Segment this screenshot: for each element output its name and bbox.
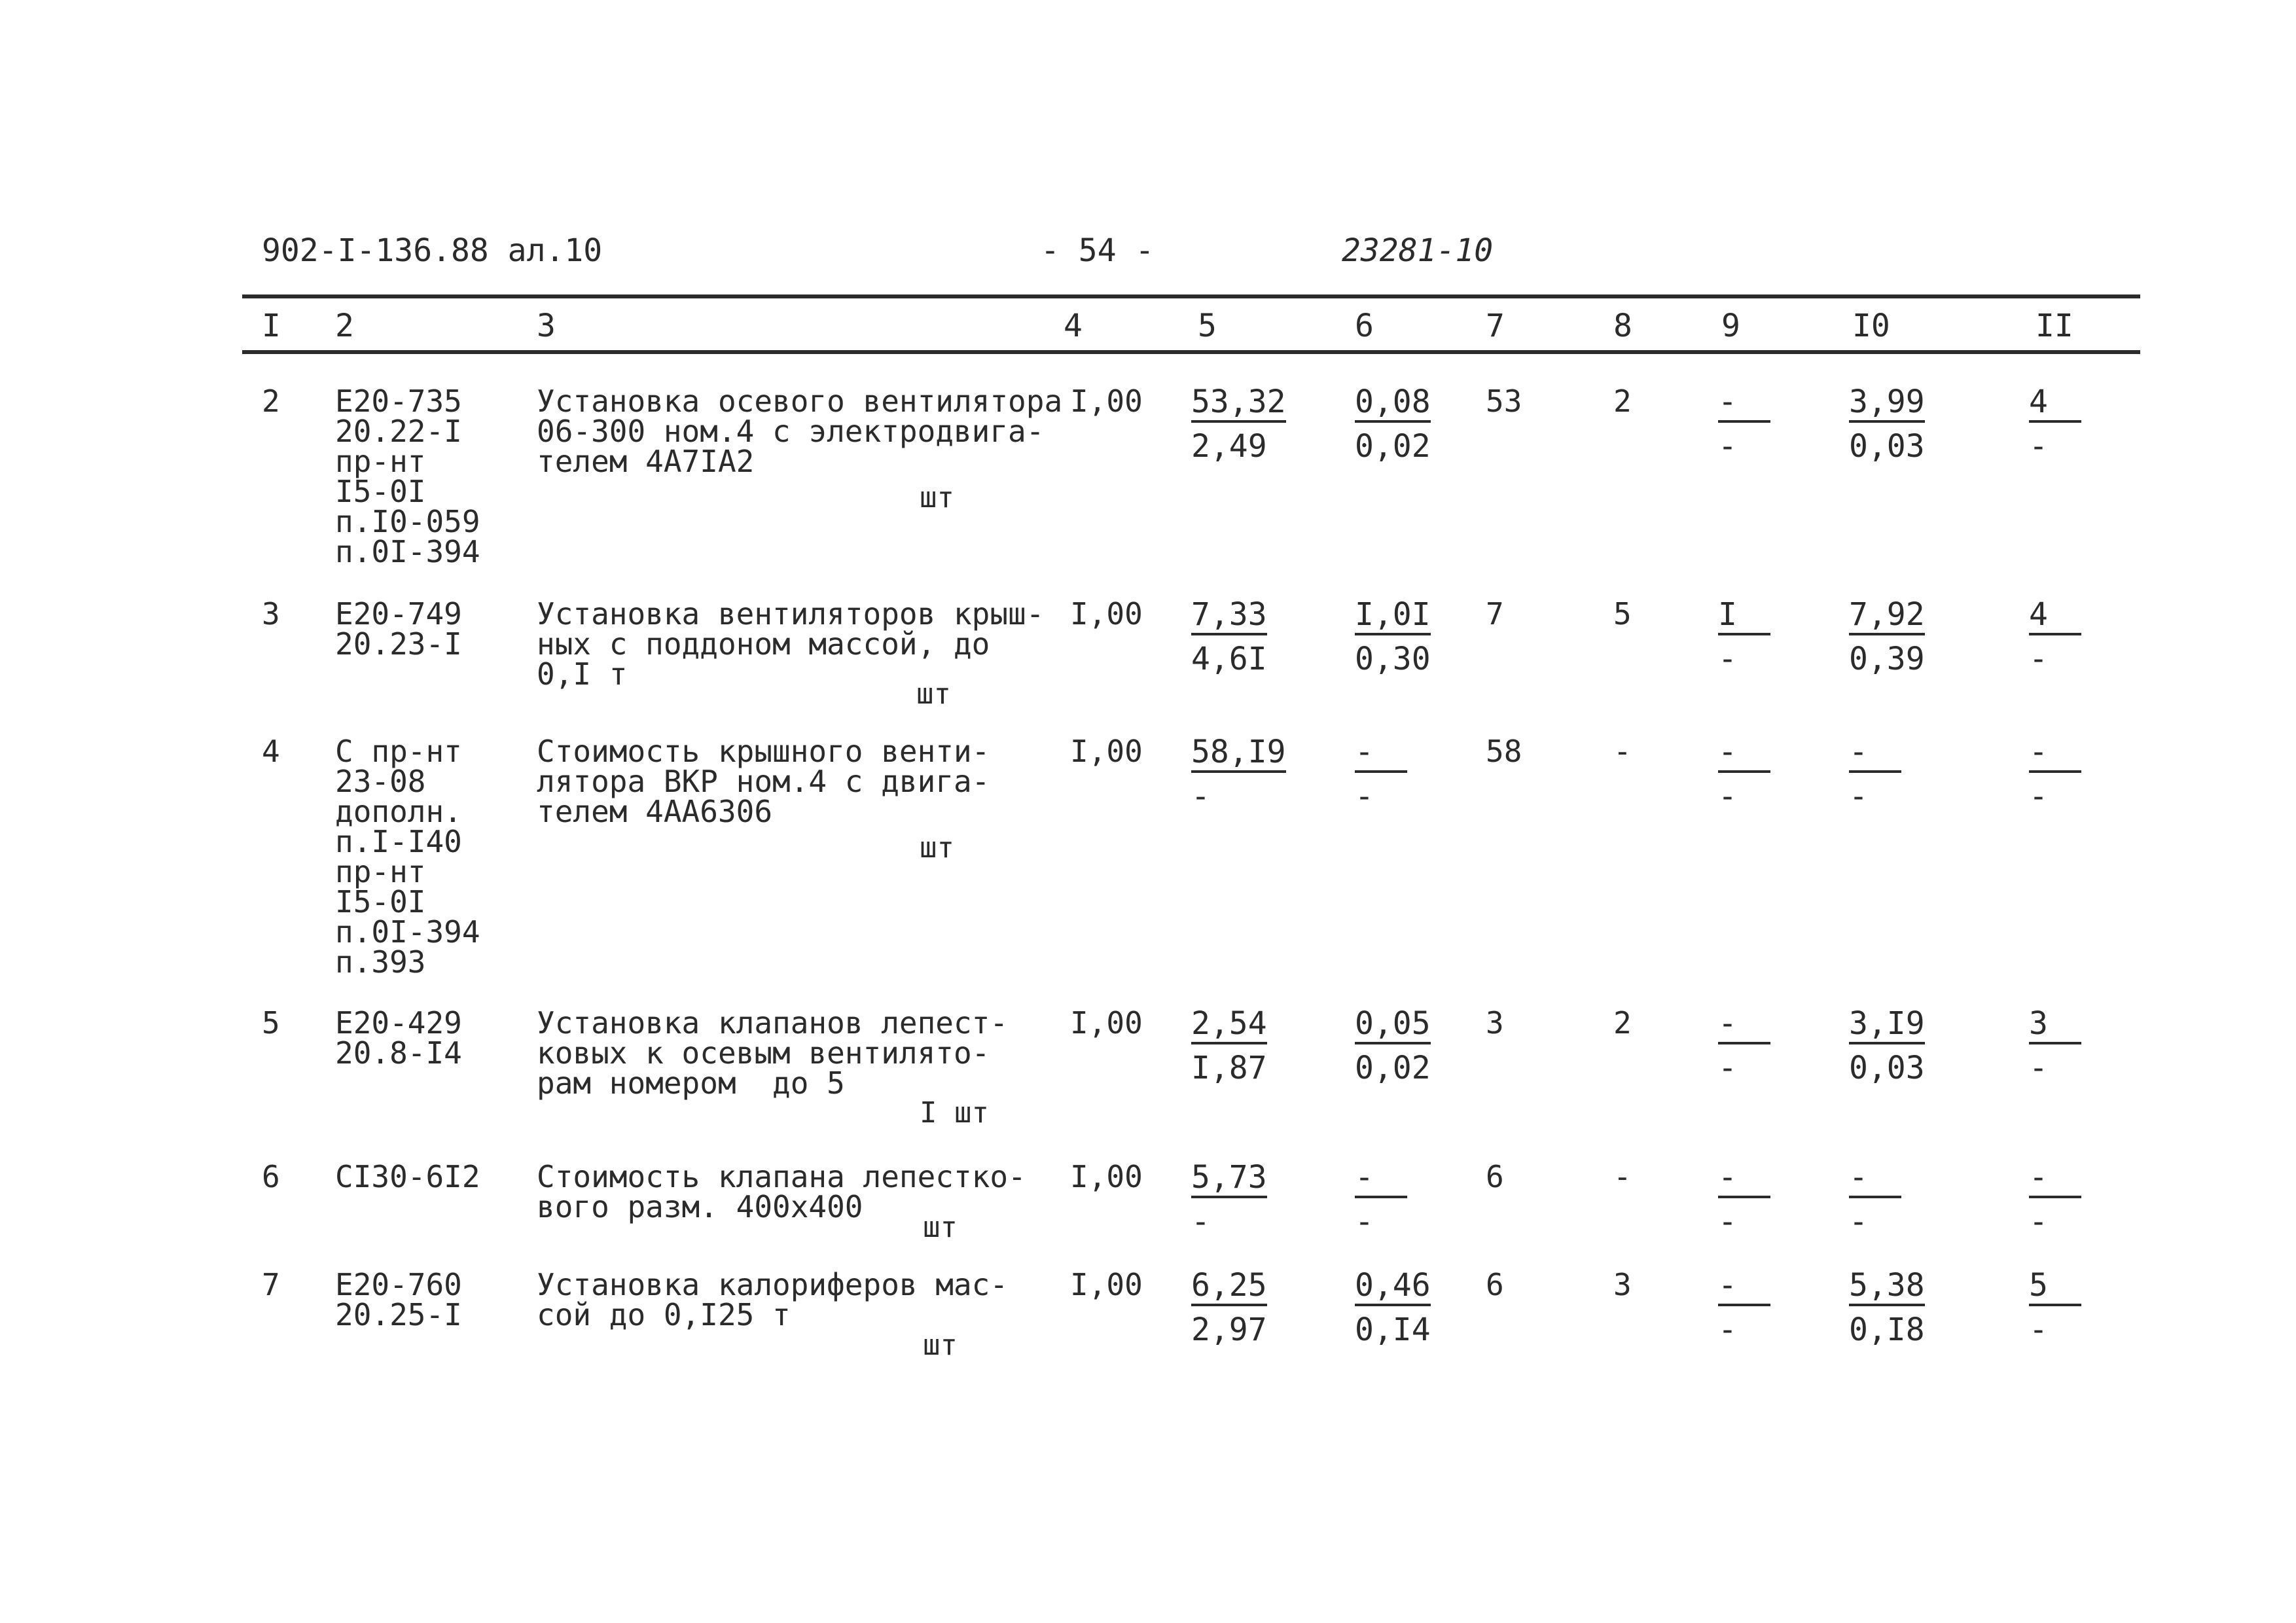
col9-value: I - <box>1718 599 1770 675</box>
col10-value: - - <box>1849 736 1901 812</box>
row-quantity: I,00 <box>1070 1005 1143 1041</box>
col5-value: $\frac{2,54}{I,87}$ <box>1191 1005 1267 1086</box>
col7-value: 58 <box>1486 734 1522 769</box>
col9-value: - - <box>1718 1008 1770 1084</box>
row-code: Е20-749 20.23-I <box>335 596 462 662</box>
column-header-8: 8 <box>1613 308 1632 344</box>
col8-value: - <box>1613 734 1632 769</box>
col7-value: 53 <box>1486 383 1522 419</box>
col10-value: $\frac{3,I9}{0,03}$ <box>1849 1005 1925 1086</box>
row-unit: шт <box>920 481 954 514</box>
column-header-3: 3 <box>537 308 556 344</box>
column-header-2: 2 <box>335 308 354 344</box>
col7-value: 3 <box>1486 1005 1504 1041</box>
col6-value: - - <box>1355 736 1407 812</box>
col6-value: $\frac{I,0I}{0,30}$ <box>1355 596 1431 677</box>
row-number: 2 <box>262 383 280 419</box>
col6-value: $\frac{0,46}{0,I4}$ <box>1355 1267 1431 1348</box>
col11-value: 5 - <box>2029 1270 2081 1346</box>
col10-value: $\frac{7,92}{0,39}$ <box>1849 596 1925 677</box>
col7-value: 6 <box>1486 1267 1504 1302</box>
row-number: 4 <box>262 734 280 769</box>
row-code: СI30-6I2 <box>335 1159 480 1194</box>
col8-value: 3 <box>1613 1267 1632 1302</box>
row-code: Е20-429 20.8-I4 <box>335 1005 462 1071</box>
row-description: Установка осевого вентилятора 06-300 ном.4 с электродвига- телем 4А7IА2 <box>537 383 1063 479</box>
col6-value: - - <box>1355 1162 1407 1238</box>
column-header-4: 4 <box>1064 308 1083 344</box>
row-quantity: I,00 <box>1070 734 1143 769</box>
col11-value: 4 - <box>2029 599 2081 675</box>
column-header-6: 6 <box>1355 308 1374 344</box>
row-description: Стоимость крышного венти- лятора ВКР ном.4 с двига- телем 4АА6306 <box>537 734 990 829</box>
row-unit: шт <box>916 677 951 711</box>
header-page-number: - 54 - <box>1041 232 1155 269</box>
col8-value: - <box>1613 1159 1632 1194</box>
row-unit: шт <box>923 1329 958 1362</box>
col7-value: 6 <box>1486 1159 1504 1194</box>
top-rule <box>242 294 2140 298</box>
row-code: Е20-735 20.22-I пр-нт I5-0I п.I0-059 п.0I-394 <box>335 383 480 569</box>
column-header-1: I <box>262 308 281 344</box>
row-quantity: I,00 <box>1070 1159 1143 1194</box>
col5-value: $\frac{6,25}{2,97}$ <box>1191 1267 1267 1348</box>
row-description: Стоимость клапана лепестко- вого разм. 400х400 <box>537 1159 1026 1224</box>
row-quantity: I,00 <box>1070 596 1143 632</box>
col10-value: $\frac{3,99}{0,03}$ <box>1849 383 1925 465</box>
col8-value: 5 <box>1613 596 1632 632</box>
row-code: Е20-760 20.25-I <box>335 1267 462 1332</box>
row-unit: I шт <box>920 1096 989 1130</box>
column-header-11: II <box>2036 308 2073 344</box>
column-header-10: I0 <box>1852 308 1890 344</box>
col9-value: - - <box>1718 736 1770 812</box>
row-number: 6 <box>262 1159 280 1194</box>
row-description: Установка клапанов лепест- ковых к осевым вентилято- рам номером до 5 <box>537 1005 1009 1101</box>
col5-value: $\frac{53,32}{2,49}$ <box>1191 383 1286 465</box>
row-quantity: I,00 <box>1070 1267 1143 1302</box>
row-number: 5 <box>262 1005 280 1041</box>
header-doc-code: 902-I-136.88 ал.10 <box>262 232 603 269</box>
column-header-5: 5 <box>1198 308 1217 344</box>
col9-value: - - <box>1718 1270 1770 1346</box>
col10-value: $\frac{5,38}{0,I8}$ <box>1849 1267 1925 1348</box>
row-number: 3 <box>262 596 280 632</box>
col10-value: - - <box>1849 1162 1901 1238</box>
row-unit: шт <box>923 1211 958 1244</box>
col5-value: 5,73 - <box>1191 1159 1267 1240</box>
col11-value: 3 - <box>2029 1008 2081 1084</box>
col11-value: - - <box>2029 736 2081 812</box>
col11-value: 4 - <box>2029 386 2081 462</box>
col8-value: 2 <box>1613 383 1632 419</box>
col8-value: 2 <box>1613 1005 1632 1041</box>
row-quantity: I,00 <box>1070 383 1143 419</box>
column-header-7: 7 <box>1486 308 1505 344</box>
col9-value: - - <box>1718 386 1770 462</box>
column-header-9: 9 <box>1721 308 1740 344</box>
header-sheet-number: 23281-10 <box>1342 232 1494 269</box>
col5-value: $\frac{7,33}{4,6I}$ <box>1191 596 1267 677</box>
row-description: Установка калориферов мас- сой до 0,I25 т <box>537 1267 1009 1332</box>
row-description: Установка вентиляторов крыш- ных с поддоном массой, до 0,I т <box>537 596 1045 692</box>
col11-value: - - <box>2029 1162 2081 1238</box>
col7-value: 7 <box>1486 596 1504 632</box>
col6-value: $\frac{0,05}{0,02}$ <box>1355 1005 1431 1086</box>
row-number: 7 <box>262 1267 280 1302</box>
col5-value: 58,I9 - <box>1191 734 1286 815</box>
header-rule <box>242 350 2140 354</box>
col9-value: - - <box>1718 1162 1770 1238</box>
row-unit: шт <box>920 831 954 865</box>
col6-value: $\frac{0,08}{0,02}$ <box>1355 383 1431 465</box>
row-code: С пр-нт 23-08 дополн. п.I-I40 пр-нт I5-0I п.0I-394 п.393 <box>335 734 480 980</box>
